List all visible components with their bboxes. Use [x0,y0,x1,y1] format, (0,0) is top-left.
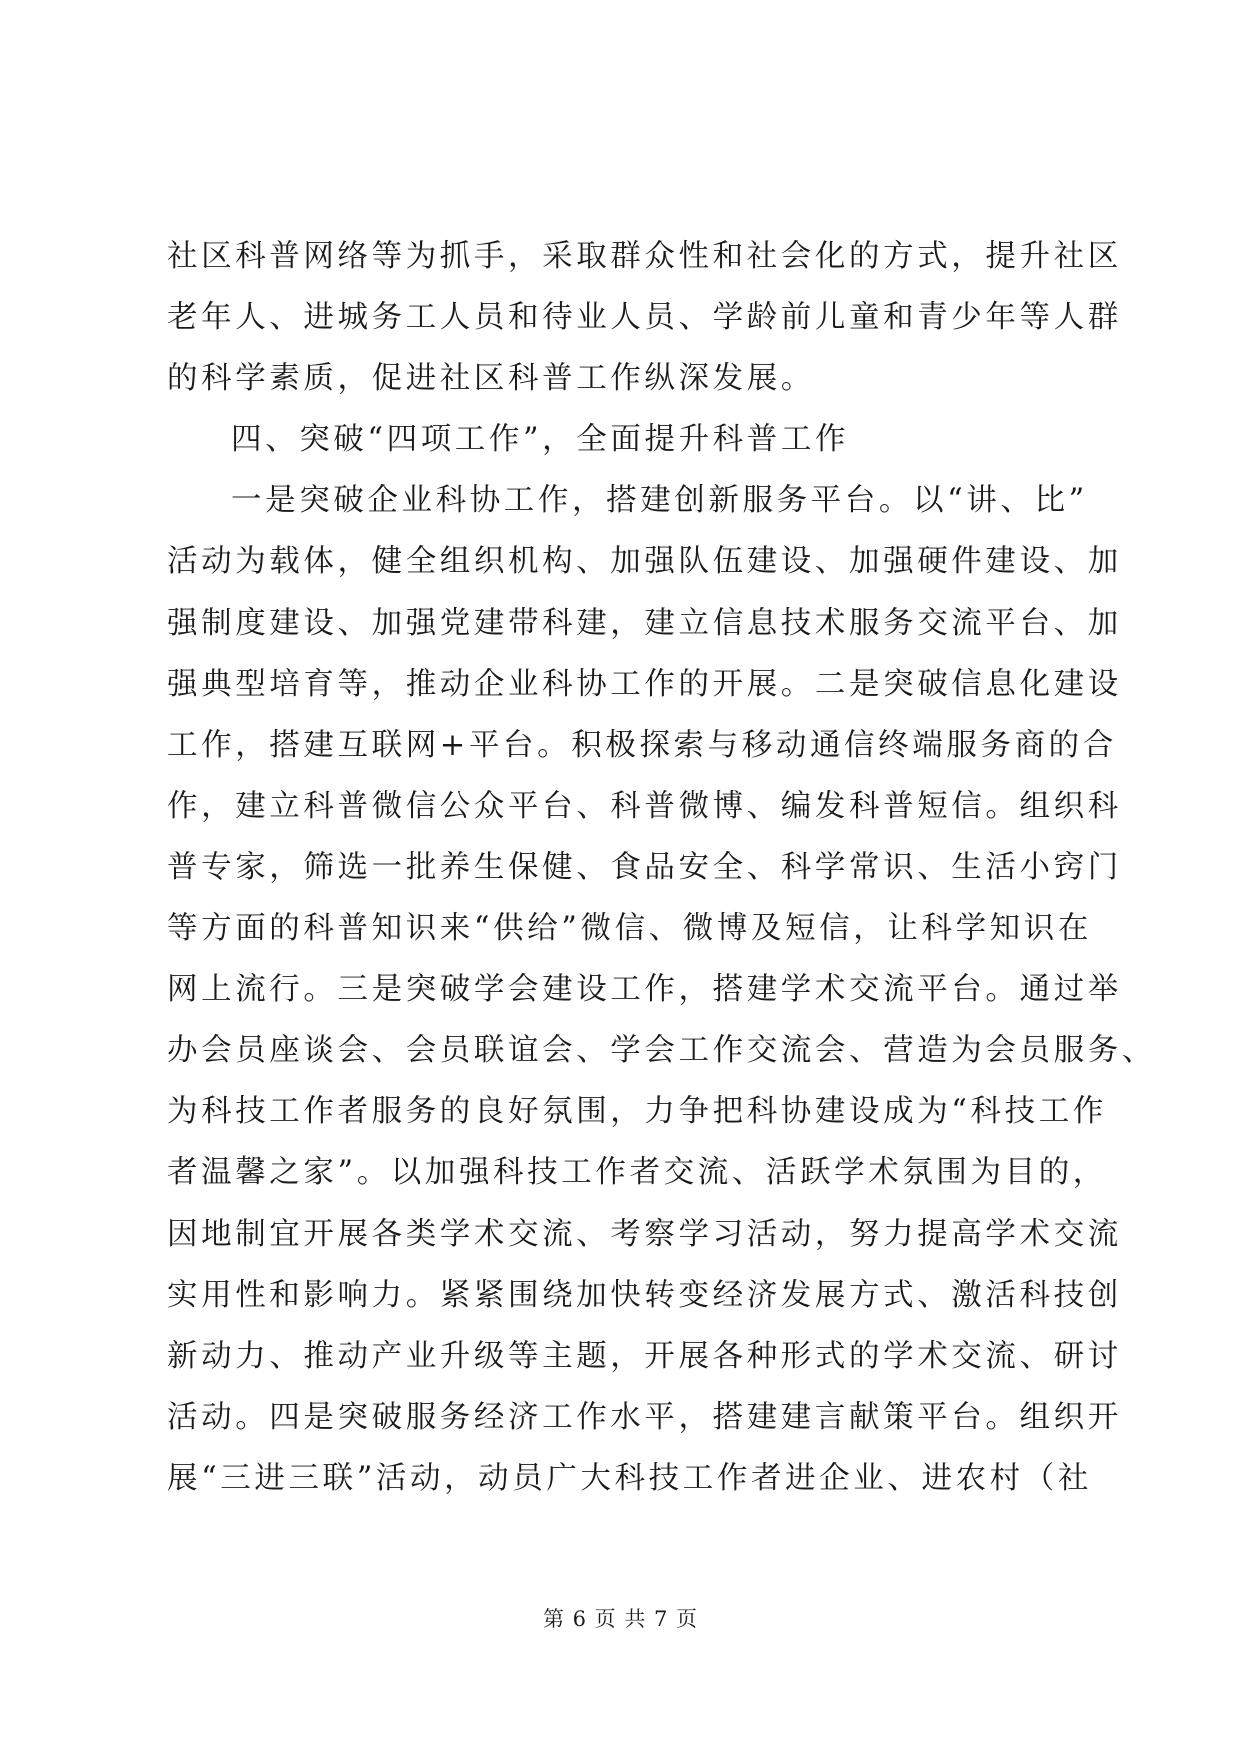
text-line: 办会员座谈会、会员联谊会、学会工作交流会、营造为会员服务、 [167,1033,1156,1069]
text-line: 展“三进三联”活动，动员广大科技工作者进企业、进农村（社 [167,1460,1092,1496]
text-line: 实用性和影响力。紧紧围绕加快转变经济发展方式、激活科技创 [167,1277,1122,1313]
text-line: 等方面的科普知识来“供给”微信、微博及短信，让科学知识在 [167,911,1092,947]
text-line: 的科学素质，促进社区科普工作纵深发展。 [167,361,815,397]
text-line: 网上流行。三是突破学会建设工作，搭建学术交流平台。通过举 [167,972,1122,1008]
text-line: 普专家，筛选一批养生保健、食品安全、科学常识、生活小窍门 [167,849,1122,885]
page-number-footer: 第 6 页 共 7 页 [542,1607,699,1631]
text-line: 新动力、推动产业升级等主题，开展各种形式的学术交流、研讨 [167,1338,1122,1374]
text-line: 工作，搭建互联网+平台。积极探索与移动通信终端服务商的合 [167,727,1117,763]
text-line: 强典型培育等，推动企业科协工作的开展。二是突破信息化建设 [167,666,1122,702]
text-line: 作，建立科普微信公众平台、科普微博、编发科普短信。组织科 [167,788,1122,824]
text-line: 者温馨之家”。以加强科技工作者交流、活跃学术氛围为目的， [167,1155,1107,1191]
text-line: 老年人、进城务工人员和待业人员、学龄前儿童和青少年等人群 [167,300,1122,336]
text-line: 社区科普网络等为抓手，采取群众性和社会化的方式，提升社区 [167,239,1122,274]
section-heading: 四、突破“四项工作”，全面提升科普工作 [231,422,850,458]
text-line: 为科技工作者服务的良好氛围，力争把科协建设成为“科技工作 [167,1094,1107,1130]
text-line: 活动为载体，健全组织机构、加强队伍建设、加强硬件建设、加 [167,544,1122,580]
text-line: 因地制宜开展各类学术交流、考察学习活动，努力提高学术交流 [167,1216,1122,1252]
text-line: 一是突破企业科协工作，搭建创新服务平台。以“讲、比” [231,483,1088,519]
text-line: 强制度建设、加强党建带科建，建立信息技术服务交流平台、加 [167,605,1122,641]
text-line: 活动。四是突破服务经济工作水平，搭建建言献策平台。组织开 [167,1399,1122,1435]
document-body [167,226,1156,1509]
